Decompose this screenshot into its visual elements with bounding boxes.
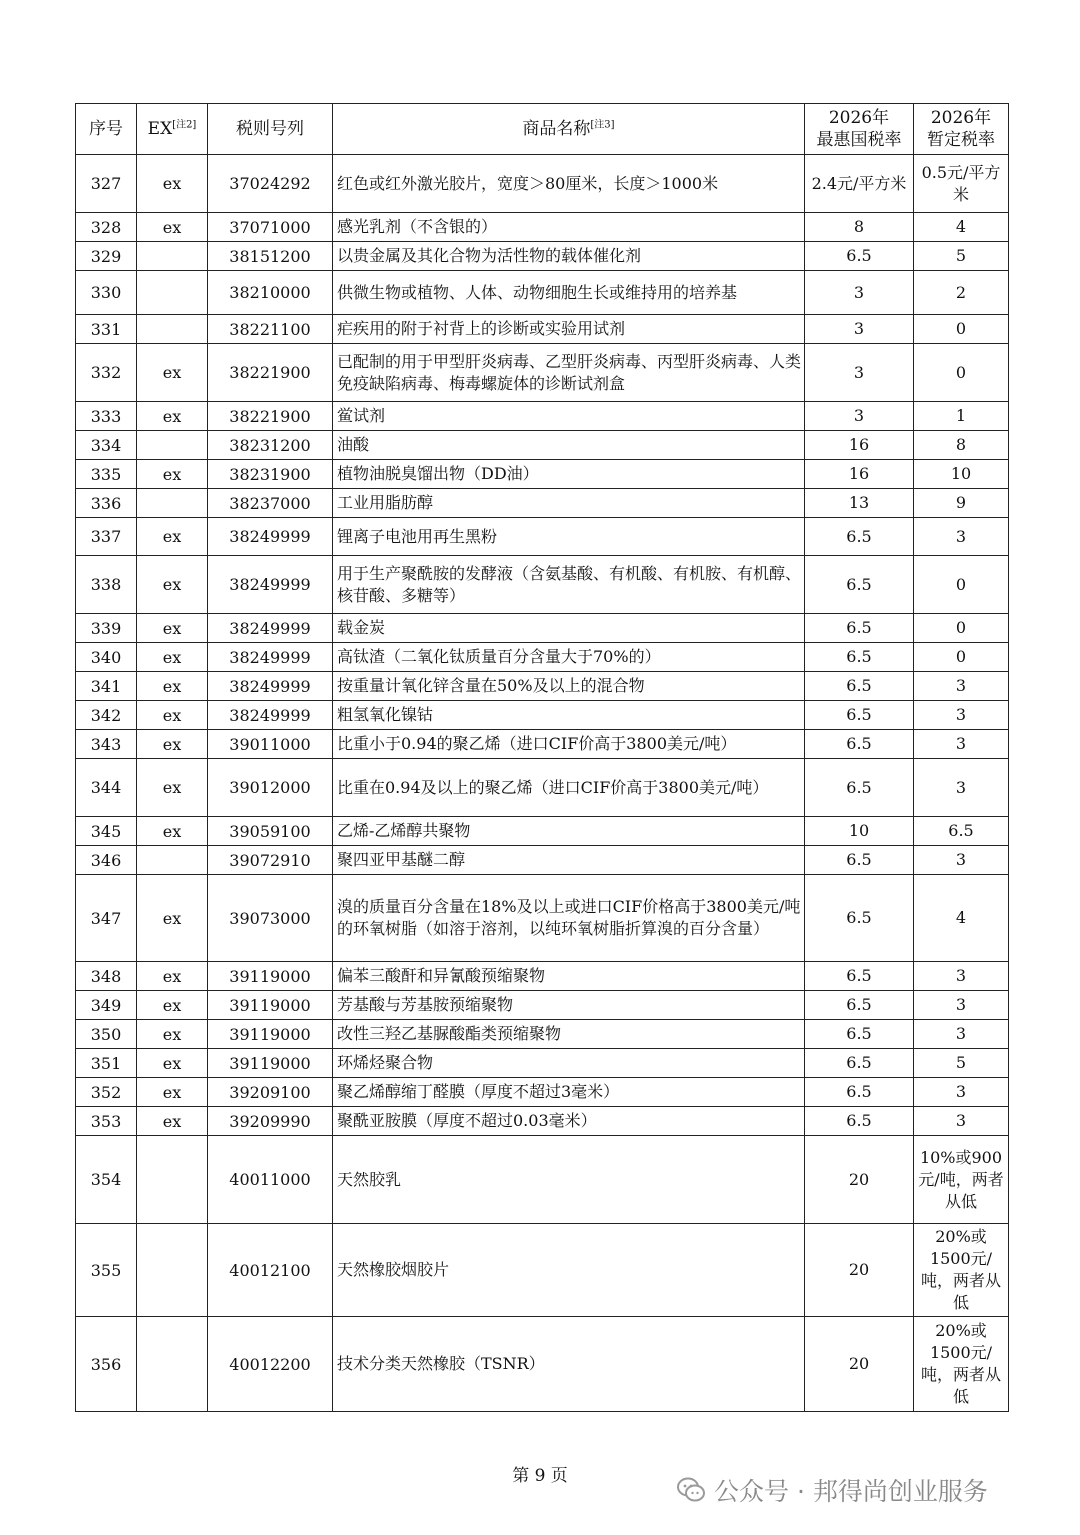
header-ex: EX[注2] xyxy=(137,104,208,155)
row-mfn-rate: 20 xyxy=(805,1136,914,1224)
row-mfn-rate: 6.5 xyxy=(805,701,914,730)
row-seq: 355 xyxy=(76,1224,137,1317)
row-seq: 352 xyxy=(76,1078,137,1107)
row-tariff-code: 39119000 xyxy=(208,991,333,1020)
row-mfn-rate: 3 xyxy=(805,344,914,402)
row-mfn-rate: 20 xyxy=(805,1224,914,1317)
row-provisional-rate: 8 xyxy=(914,431,1009,460)
row-seq: 349 xyxy=(76,991,137,1020)
row-tariff-code: 39209990 xyxy=(208,1107,333,1136)
row-mfn-rate: 6.5 xyxy=(805,991,914,1020)
row-ex: ex xyxy=(137,962,208,991)
row-mfn-rate: 2.4元/平方米 xyxy=(805,155,914,213)
watermark-text: 公众号 · 邦得尚创业服务 xyxy=(714,1477,988,1506)
row-ex xyxy=(137,271,208,315)
row-ex: ex xyxy=(137,155,208,213)
table-row xyxy=(76,672,1009,701)
row-mfn-rate: 3 xyxy=(805,271,914,315)
table-row xyxy=(76,518,1009,556)
row-provisional-rate: 3 xyxy=(914,991,1009,1020)
row-product-name: 粗氢氧化镍钴 xyxy=(333,701,805,730)
row-provisional-rate: 3 xyxy=(914,846,1009,875)
row-product-name: 天然橡胶烟胶片 xyxy=(333,1224,805,1317)
row-seq: 339 xyxy=(76,614,137,643)
row-product-name: 载金炭 xyxy=(333,614,805,643)
header-provisional-rate: 2026年 暂定税率 xyxy=(914,104,1009,155)
row-ex: ex xyxy=(137,730,208,759)
table-row xyxy=(76,402,1009,431)
row-mfn-rate: 20 xyxy=(805,1317,914,1412)
row-ex: ex xyxy=(137,672,208,701)
row-provisional-rate: 4 xyxy=(914,213,1009,242)
row-ex xyxy=(137,846,208,875)
table-row xyxy=(76,875,1009,962)
row-ex xyxy=(137,1136,208,1224)
row-provisional-rate: 3 xyxy=(914,759,1009,817)
row-mfn-rate: 6.5 xyxy=(805,1078,914,1107)
row-provisional-rate: 5 xyxy=(914,1049,1009,1078)
row-tariff-code: 39119000 xyxy=(208,1049,333,1078)
row-ex: ex xyxy=(137,875,208,962)
table-row xyxy=(76,643,1009,672)
row-tariff-code: 38221900 xyxy=(208,344,333,402)
row-ex: ex xyxy=(137,643,208,672)
row-mfn-rate: 6.5 xyxy=(805,672,914,701)
table-row xyxy=(76,556,1009,614)
row-provisional-rate: 0 xyxy=(914,643,1009,672)
row-seq: 354 xyxy=(76,1136,137,1224)
row-mfn-rate: 3 xyxy=(805,315,914,344)
row-product-name: 鲎试剂 xyxy=(333,402,805,431)
row-product-name: 比重在0.94及以上的聚乙烯（进口CIF价高于3800美元/吨） xyxy=(333,759,805,817)
row-ex: ex xyxy=(137,1049,208,1078)
row-tariff-code: 38249999 xyxy=(208,672,333,701)
row-provisional-rate: 3 xyxy=(914,701,1009,730)
row-seq: 337 xyxy=(76,518,137,556)
row-seq: 356 xyxy=(76,1317,137,1412)
row-ex xyxy=(137,1317,208,1412)
row-seq: 353 xyxy=(76,1107,137,1136)
row-product-name: 比重小于0.94的聚乙烯（进口CIF价高于3800美元/吨） xyxy=(333,730,805,759)
row-ex: ex xyxy=(137,1078,208,1107)
table-row xyxy=(76,1136,1009,1224)
row-provisional-rate: 0 xyxy=(914,344,1009,402)
row-provisional-rate: 0 xyxy=(914,614,1009,643)
row-tariff-code: 38231200 xyxy=(208,431,333,460)
row-tariff-code: 38249999 xyxy=(208,701,333,730)
row-seq: 327 xyxy=(76,155,137,213)
row-tariff-code: 39073000 xyxy=(208,875,333,962)
row-provisional-rate: 3 xyxy=(914,1107,1009,1136)
row-mfn-rate: 6.5 xyxy=(805,759,914,817)
table-row xyxy=(76,962,1009,991)
tariff-table xyxy=(75,103,1009,1412)
header-name: 商品名称[注3] xyxy=(333,104,805,155)
row-ex: ex xyxy=(137,701,208,730)
row-ex xyxy=(137,1224,208,1317)
header-seq: 序号 xyxy=(76,104,137,155)
row-mfn-rate: 6.5 xyxy=(805,518,914,556)
header-code: 税则号列 xyxy=(208,104,333,155)
row-product-name: 已配制的用于甲型肝炎病毒、乙型肝炎病毒、丙型肝炎病毒、人类免疫缺陷病毒、梅毒螺旋体的诊断试剂盒 xyxy=(333,344,805,402)
row-tariff-code: 38151200 xyxy=(208,242,333,271)
row-provisional-rate: 0 xyxy=(914,315,1009,344)
row-seq: 333 xyxy=(76,402,137,431)
row-ex: ex xyxy=(137,1020,208,1049)
table-row xyxy=(76,344,1009,402)
row-product-name: 用于生产聚酰胺的发酵液（含氨基酸、有机酸、有机胺、有机醇、核苷酸、多糖等） xyxy=(333,556,805,614)
row-product-name: 天然胶乳 xyxy=(333,1136,805,1224)
header-ex-note: [注2] xyxy=(172,119,197,131)
row-tariff-code: 38249999 xyxy=(208,614,333,643)
table-row xyxy=(76,460,1009,489)
row-product-name: 感光乳剂（不含银的） xyxy=(333,213,805,242)
row-product-name: 油酸 xyxy=(333,431,805,460)
row-ex: ex xyxy=(137,759,208,817)
row-seq: 350 xyxy=(76,1020,137,1049)
row-mfn-rate: 6.5 xyxy=(805,1049,914,1078)
row-tariff-code: 39209100 xyxy=(208,1078,333,1107)
row-mfn-rate: 8 xyxy=(805,213,914,242)
row-product-name: 以贵金属及其化合物为活性物的载体催化剂 xyxy=(333,242,805,271)
row-product-name: 按重量计氧化锌含量在50%及以上的混合物 xyxy=(333,672,805,701)
row-mfn-rate: 6.5 xyxy=(805,846,914,875)
row-seq: 329 xyxy=(76,242,137,271)
row-ex: ex xyxy=(137,460,208,489)
row-seq: 334 xyxy=(76,431,137,460)
row-tariff-code: 39072910 xyxy=(208,846,333,875)
row-seq: 344 xyxy=(76,759,137,817)
table-row xyxy=(76,1224,1009,1317)
row-mfn-rate: 6.5 xyxy=(805,1107,914,1136)
row-ex: ex xyxy=(137,556,208,614)
table-row xyxy=(76,213,1009,242)
row-provisional-rate: 9 xyxy=(914,489,1009,518)
row-mfn-rate: 16 xyxy=(805,431,914,460)
table-row xyxy=(76,315,1009,344)
row-seq: 345 xyxy=(76,817,137,846)
wechat-icon xyxy=(676,1475,706,1505)
row-provisional-rate: 3 xyxy=(914,672,1009,701)
row-provisional-rate: 6.5 xyxy=(914,817,1009,846)
row-product-name: 改性三羟乙基脲酸酯类预缩聚物 xyxy=(333,1020,805,1049)
row-ex xyxy=(137,489,208,518)
header-mfn-rate: 2026年 最惠国税率 xyxy=(805,104,914,155)
row-product-name: 高钛渣（二氧化钛质量百分含量大于70%的） xyxy=(333,643,805,672)
row-tariff-code: 39011000 xyxy=(208,730,333,759)
row-tariff-code: 40012100 xyxy=(208,1224,333,1317)
row-seq: 328 xyxy=(76,213,137,242)
table-row xyxy=(76,1107,1009,1136)
row-mfn-rate: 6.5 xyxy=(805,730,914,759)
row-seq: 346 xyxy=(76,846,137,875)
row-mfn-rate: 6.5 xyxy=(805,556,914,614)
row-provisional-rate: 3 xyxy=(914,730,1009,759)
row-provisional-rate: 0 xyxy=(914,556,1009,614)
row-provisional-rate: 3 xyxy=(914,1078,1009,1107)
row-tariff-code: 38221100 xyxy=(208,315,333,344)
header-name-note: [注3] xyxy=(590,119,615,131)
row-tariff-code: 40012200 xyxy=(208,1317,333,1412)
row-provisional-rate: 2 xyxy=(914,271,1009,315)
row-tariff-code: 38237000 xyxy=(208,489,333,518)
row-mfn-rate: 3 xyxy=(805,402,914,431)
table-row xyxy=(76,489,1009,518)
row-provisional-rate: 10%或900元/吨，两者从低 xyxy=(914,1136,1009,1224)
table-row xyxy=(76,817,1009,846)
row-tariff-code: 38249999 xyxy=(208,643,333,672)
row-mfn-rate: 13 xyxy=(805,489,914,518)
row-ex: ex xyxy=(137,1107,208,1136)
row-tariff-code: 39012000 xyxy=(208,759,333,817)
row-mfn-rate: 6.5 xyxy=(805,875,914,962)
row-product-name: 技术分类天然橡胶（TSNR） xyxy=(333,1317,805,1412)
row-product-name: 环烯烃聚合物 xyxy=(333,1049,805,1078)
row-mfn-rate: 6.5 xyxy=(805,643,914,672)
row-seq: 342 xyxy=(76,701,137,730)
row-mfn-rate: 6.5 xyxy=(805,242,914,271)
row-seq: 335 xyxy=(76,460,137,489)
row-mfn-rate: 16 xyxy=(805,460,914,489)
row-provisional-rate: 0.5元/平方米 xyxy=(914,155,1009,213)
watermark xyxy=(676,1472,988,1508)
row-ex: ex xyxy=(137,402,208,431)
row-seq: 331 xyxy=(76,315,137,344)
row-provisional-rate: 20%或1500元/吨，两者从低 xyxy=(914,1317,1009,1412)
row-product-name: 植物油脱臭馏出物（DD油） xyxy=(333,460,805,489)
row-product-name: 聚四亚甲基醚二醇 xyxy=(333,846,805,875)
row-product-name: 疟疾用的附于衬背上的诊断或实验用试剂 xyxy=(333,315,805,344)
table-row xyxy=(76,846,1009,875)
row-tariff-code: 39059100 xyxy=(208,817,333,846)
row-seq: 336 xyxy=(76,489,137,518)
row-ex: ex xyxy=(137,518,208,556)
row-seq: 341 xyxy=(76,672,137,701)
row-ex xyxy=(137,315,208,344)
row-product-name: 供微生物或植物、人体、动物细胞生长或维持用的培养基 xyxy=(333,271,805,315)
table-row xyxy=(76,242,1009,271)
row-tariff-code: 39119000 xyxy=(208,962,333,991)
table-row xyxy=(76,271,1009,315)
row-product-name: 聚乙烯醇缩丁醛膜（厚度不超过3毫米） xyxy=(333,1078,805,1107)
row-seq: 340 xyxy=(76,643,137,672)
table-row xyxy=(76,759,1009,817)
row-seq: 343 xyxy=(76,730,137,759)
table-row xyxy=(76,701,1009,730)
row-tariff-code: 38249999 xyxy=(208,518,333,556)
page-number: 第 9 页 xyxy=(512,1466,568,1486)
row-provisional-rate: 10 xyxy=(914,460,1009,489)
row-seq: 330 xyxy=(76,271,137,315)
table-row xyxy=(76,155,1009,213)
row-mfn-rate: 6.5 xyxy=(805,962,914,991)
row-ex xyxy=(137,431,208,460)
table-header-row xyxy=(76,104,1009,155)
table-row xyxy=(76,1317,1009,1412)
row-provisional-rate: 4 xyxy=(914,875,1009,962)
row-ex: ex xyxy=(137,213,208,242)
row-tariff-code: 37024292 xyxy=(208,155,333,213)
row-provisional-rate: 3 xyxy=(914,1020,1009,1049)
row-product-name: 锂离子电池用再生黑粉 xyxy=(333,518,805,556)
row-product-name: 工业用脂肪醇 xyxy=(333,489,805,518)
row-product-name: 溴的质量百分含量在18%及以上或进口CIF价格高于3800美元/吨的环氧树脂（如溶于溶剂，以纯环氧树脂折算溴的百分含量） xyxy=(333,875,805,962)
row-mfn-rate: 10 xyxy=(805,817,914,846)
row-seq: 332 xyxy=(76,344,137,402)
row-product-name: 红色或红外激光胶片，宽度＞80厘米，长度＞1000米 xyxy=(333,155,805,213)
table-row xyxy=(76,1078,1009,1107)
row-product-name: 聚酰亚胺膜（厚度不超过0.03毫米） xyxy=(333,1107,805,1136)
table-row xyxy=(76,991,1009,1020)
row-mfn-rate: 6.5 xyxy=(805,614,914,643)
row-provisional-rate: 3 xyxy=(914,518,1009,556)
table-row xyxy=(76,431,1009,460)
row-tariff-code: 37071000 xyxy=(208,213,333,242)
table-row xyxy=(76,1049,1009,1078)
row-tariff-code: 38231900 xyxy=(208,460,333,489)
row-seq: 338 xyxy=(76,556,137,614)
row-provisional-rate: 5 xyxy=(914,242,1009,271)
row-provisional-rate: 1 xyxy=(914,402,1009,431)
row-seq: 351 xyxy=(76,1049,137,1078)
row-product-name: 偏苯三酸酐和异氰酸预缩聚物 xyxy=(333,962,805,991)
row-tariff-code: 39119000 xyxy=(208,1020,333,1049)
row-ex: ex xyxy=(137,614,208,643)
row-product-name: 乙烯-乙烯醇共聚物 xyxy=(333,817,805,846)
row-tariff-code: 40011000 xyxy=(208,1136,333,1224)
table-row xyxy=(76,614,1009,643)
row-ex: ex xyxy=(137,344,208,402)
row-product-name: 芳基酸与芳基胺预缩聚物 xyxy=(333,991,805,1020)
row-ex: ex xyxy=(137,817,208,846)
row-mfn-rate: 6.5 xyxy=(805,1020,914,1049)
row-provisional-rate: 20%或1500元/吨，两者从低 xyxy=(914,1224,1009,1317)
row-tariff-code: 38210000 xyxy=(208,271,333,315)
row-seq: 348 xyxy=(76,962,137,991)
row-seq: 347 xyxy=(76,875,137,962)
row-provisional-rate: 3 xyxy=(914,962,1009,991)
table-row xyxy=(76,1020,1009,1049)
row-ex xyxy=(137,242,208,271)
row-tariff-code: 38221900 xyxy=(208,402,333,431)
table-row xyxy=(76,730,1009,759)
row-ex: ex xyxy=(137,991,208,1020)
row-tariff-code: 38249999 xyxy=(208,556,333,614)
